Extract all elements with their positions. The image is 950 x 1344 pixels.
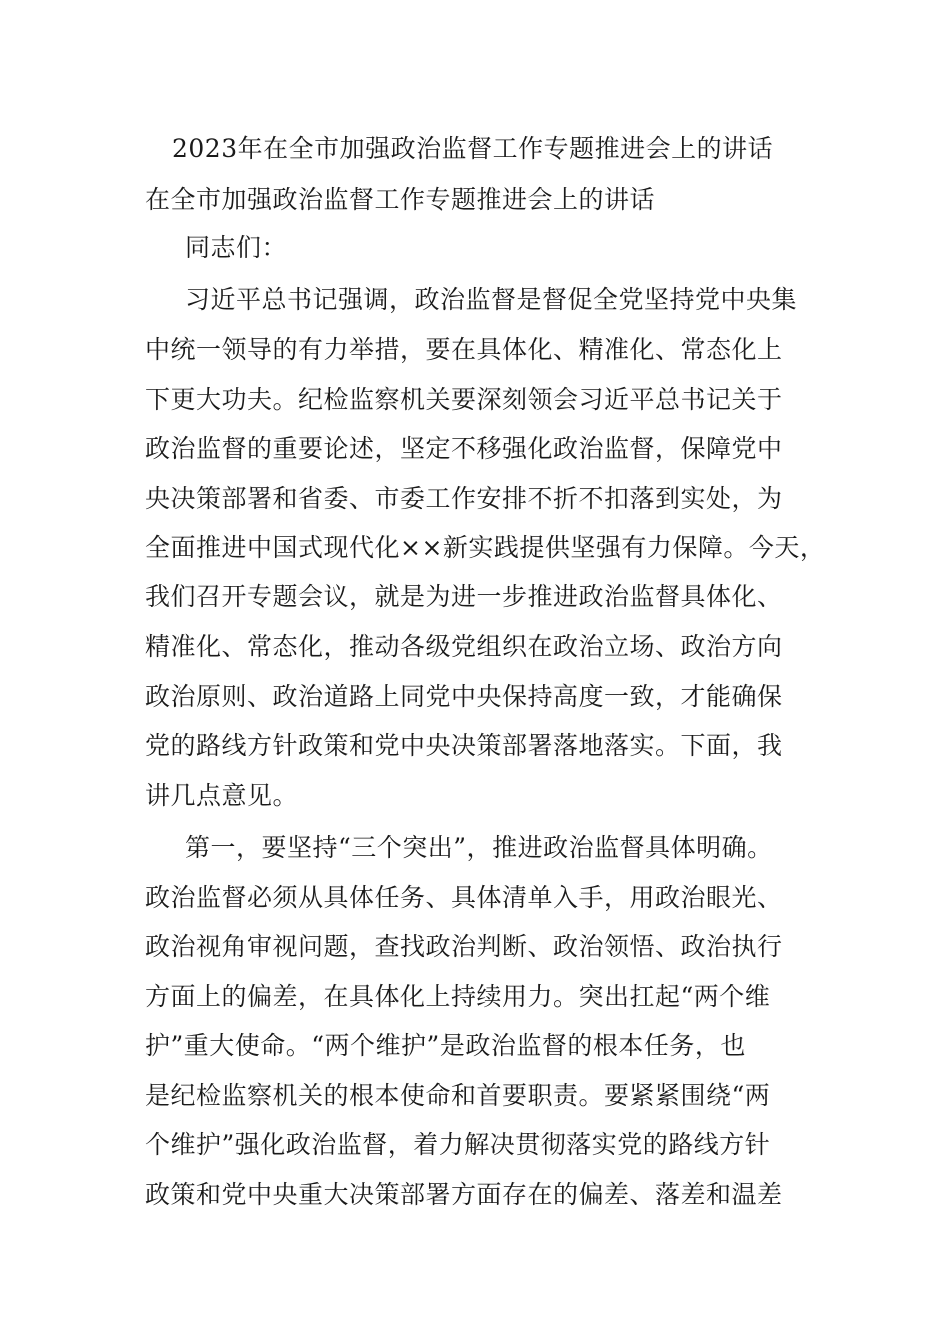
paragraph-line: 政治监督必须从具体任务、具体清单入手，用政治眼光、 (145, 883, 783, 912)
paragraph-line: 第一，要坚持“三个突出”，推进政治监督具体明确。 (185, 833, 773, 862)
paragraph-line: 政治视角审视问题，查找政治判断、政治领悟、政治执行 (145, 932, 783, 961)
paragraph-line: 习近平总书记强调，政治监督是督促全党坚持党中央集 (185, 285, 798, 314)
paragraph-line: 精准化、常态化，推动各级党组织在政治立场、政治方向 (145, 632, 783, 661)
document-title: 2023年在全市加强政治监督工作专题推进会上的讲话 (172, 134, 774, 163)
paragraph-line: 党的路线方针政策和党中央决策部署落地落实。下面，我 (145, 731, 783, 760)
paragraph-line: 护”重大使命。“两个维护”是政治监督的根本任务，也 (145, 1031, 746, 1060)
paragraph-line: 是纪检监察机关的根本使命和首要职责。要紧紧围绕“两 (145, 1081, 771, 1110)
paragraph-line: 讲几点意见。 (145, 781, 299, 810)
paragraph-line: 政治原则、政治道路上同党中央保持高度一致，才能确保 (145, 682, 783, 711)
paragraph-line: 央决策部署和省委、市委工作安排不折不扣落到实处，为 (145, 484, 783, 513)
paragraph-line: 政治监督的重要论述，坚定不移强化政治监督，保障党中 (145, 434, 783, 463)
document-subtitle: 在全市加强政治监督工作专题推进会上的讲话 (145, 185, 656, 214)
paragraph-line: 方面上的偏差，在具体化上持续用力。突出扛起“两个维 (145, 982, 771, 1011)
paragraph-line: 下更大功夫。纪检监察机关要深刻领会习近平总书记关于 (145, 385, 783, 414)
paragraph-line: 我们召开专题会议，就是为进一步推进政治监督具体化、 (145, 582, 783, 611)
greeting: 同志们： (185, 233, 288, 262)
paragraph-line: 个维护”强化政治监督，着力解决贯彻落实党的路线方针 (145, 1130, 771, 1159)
paragraph-line: 全面推进中国式现代化××新实践提供坚强有力保障。今天， (145, 533, 826, 562)
paragraph-line: 政策和党中央重大决策部署方面存在的偏差、落差和温差 (145, 1180, 783, 1209)
paragraph-line: 中统一领导的有力举措，要在具体化、精准化、常态化上 (145, 335, 783, 364)
